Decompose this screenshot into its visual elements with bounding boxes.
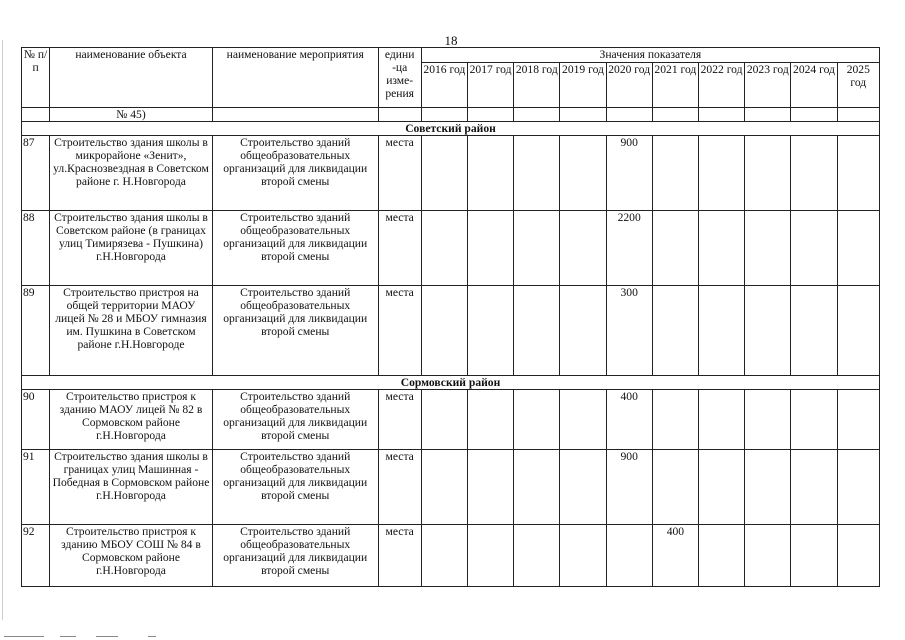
object-name: Строительство пристроя к зданию МБОУ СОШ № 84 в Сормовском районе г.Н.Новгорода <box>50 525 213 587</box>
measure-name: Строительство зданий общеобразовательных организаций для ликвидации второй смены <box>212 211 378 286</box>
header-year: 2016 год <box>421 63 467 108</box>
header-object-name: наименование объекта <box>50 48 213 108</box>
year-value <box>652 390 698 450</box>
header-num: № п/п <box>22 48 50 108</box>
year-value <box>745 450 791 525</box>
table-row <box>22 286 880 376</box>
year-value <box>421 211 467 286</box>
year-value: 400 <box>652 525 698 587</box>
page-edge-rule <box>2 40 3 620</box>
year-value <box>467 450 513 525</box>
year-value <box>791 286 837 376</box>
page-number: 18 <box>444 33 458 48</box>
year-value <box>652 136 698 211</box>
year-value <box>560 390 606 450</box>
row-number: 88 <box>22 211 50 286</box>
year-value: 300 <box>606 286 652 376</box>
header-row-1 <box>22 48 880 63</box>
table-row <box>22 211 880 286</box>
unit: места <box>378 136 421 211</box>
year-value <box>467 136 513 211</box>
header-year: 2017 год <box>467 63 513 108</box>
measure-name: Строительство зданий общеобразовательных организаций для ликвидации второй смены <box>212 525 378 587</box>
year-value <box>791 525 837 587</box>
row-number: 92 <box>22 525 50 587</box>
year-value <box>560 286 606 376</box>
year-value <box>698 450 744 525</box>
year-value <box>837 136 879 211</box>
year-value <box>837 286 879 376</box>
district-row <box>22 122 880 136</box>
year-value <box>698 525 744 587</box>
year-value: 900 <box>606 136 652 211</box>
object-name: Строительство пристроя к зданию МАОУ лицей № 82 в Сормовском районе г.Н.Новгорода <box>50 390 213 450</box>
year-value: 900 <box>606 450 652 525</box>
continuation-row <box>22 108 880 122</box>
year-value <box>560 450 606 525</box>
header-year: 2018 год <box>514 63 560 108</box>
object-name: Строительство пристроя на общей территории МАОУ лицей № 28 и МБОУ гимназия им. Пушкина в Советском районе г.Н.Новгороде <box>50 286 213 376</box>
table-row <box>22 450 880 525</box>
header-year: 2019 год <box>560 63 606 108</box>
year-value <box>560 211 606 286</box>
table-row <box>22 390 880 450</box>
year-value <box>514 450 560 525</box>
year-value <box>421 286 467 376</box>
year-value <box>514 286 560 376</box>
unit: места <box>378 390 421 450</box>
year-value <box>560 525 606 587</box>
measure-name: Строительство зданий общеобразовательных организаций для ликвидации второй смены <box>212 450 378 525</box>
header-measure-name: наименование мероприятия <box>212 48 378 108</box>
year-value <box>560 136 606 211</box>
year-value <box>652 450 698 525</box>
year-value <box>837 450 879 525</box>
header-year: 2023 год <box>745 63 791 108</box>
table-row <box>22 525 880 587</box>
year-value <box>745 525 791 587</box>
year-value <box>837 525 879 587</box>
table-row <box>22 136 880 211</box>
measure-name: Строительство зданий общеобразовательных организаций для ликвидации второй смены <box>212 286 378 376</box>
year-value <box>791 136 837 211</box>
object-name: Строительство здания школы в границах улиц Машинная - Победная в Сормовском районе г.Н.Новгорода <box>50 450 213 525</box>
year-value <box>745 136 791 211</box>
year-value: 2200 <box>606 211 652 286</box>
year-value <box>652 286 698 376</box>
year-value <box>514 390 560 450</box>
object-name: Строительство здания школы в Советском районе (в границах улиц Тимирязева - Пушкина) г.Н.Новгорода <box>50 211 213 286</box>
year-value <box>421 450 467 525</box>
year-value <box>698 136 744 211</box>
year-value <box>514 136 560 211</box>
year-value <box>467 211 513 286</box>
year-value <box>791 450 837 525</box>
year-value <box>606 525 652 587</box>
year-value <box>421 525 467 587</box>
year-value <box>421 136 467 211</box>
year-value <box>698 211 744 286</box>
year-value <box>652 211 698 286</box>
header-year: 2021 год <box>652 63 698 108</box>
year-value <box>698 390 744 450</box>
year-value <box>467 286 513 376</box>
continuation-text: № 45) <box>50 108 213 122</box>
indicator-table <box>21 47 880 587</box>
row-number: 90 <box>22 390 50 450</box>
year-value <box>745 390 791 450</box>
year-value: 400 <box>606 390 652 450</box>
unit: места <box>378 286 421 376</box>
year-value <box>745 286 791 376</box>
header-year: 2020 год <box>606 63 652 108</box>
unit: места <box>378 211 421 286</box>
header-unit: едини -ца изме- рения <box>378 48 421 108</box>
header-values-title: Значения показателя <box>421 48 879 63</box>
object-name: Строительство здания школы в микрорайоне «Зенит», ул.Краснозвездная в Советском районе г. Н.Новгорода <box>50 136 213 211</box>
year-value <box>467 390 513 450</box>
year-value <box>837 390 879 450</box>
year-value <box>467 525 513 587</box>
district-row <box>22 376 880 390</box>
measure-name: Строительство зданий общеобразовательных организаций для ликвидации второй смены <box>212 390 378 450</box>
header-year: 2024 год <box>791 63 837 108</box>
unit: места <box>378 450 421 525</box>
year-value <box>791 211 837 286</box>
year-value <box>514 525 560 587</box>
year-value <box>421 390 467 450</box>
measure-name: Строительство зданий общеобразовательных организаций для ликвидации второй смены <box>212 136 378 211</box>
year-value <box>745 211 791 286</box>
unit: места <box>378 525 421 587</box>
year-value <box>791 390 837 450</box>
row-number: 91 <box>22 450 50 525</box>
district-name: Советский район <box>22 122 880 136</box>
district-name: Сормовский район <box>22 376 880 390</box>
header-year: 2022 год <box>698 63 744 108</box>
year-value <box>837 211 879 286</box>
year-value <box>514 211 560 286</box>
row-number: 89 <box>22 286 50 376</box>
year-value <box>698 286 744 376</box>
scan-footer-marks <box>0 633 905 640</box>
row-number: 87 <box>22 136 50 211</box>
header-year: 2025 год <box>837 63 879 108</box>
